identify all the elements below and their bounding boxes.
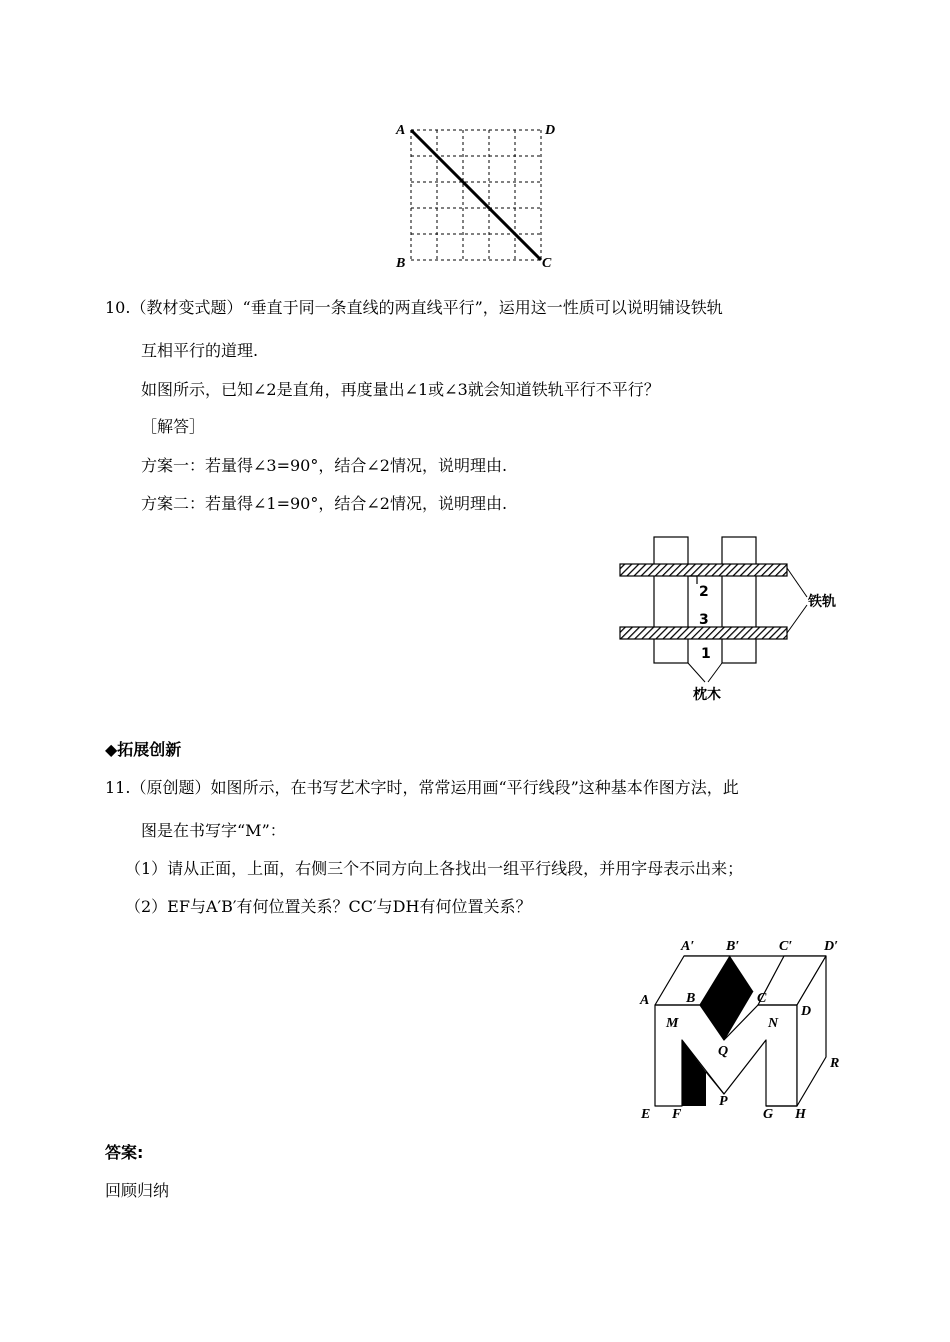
- angle-label-2: 2: [699, 584, 709, 600]
- q10-line4: ［解答］: [141, 417, 206, 436]
- sleeper-label: 枕木: [693, 687, 721, 703]
- q10-line6: 方案二：若量得∠1=90°，结合∠2情况，说明理由.: [141, 494, 508, 513]
- rail-bottom: [620, 627, 787, 639]
- point-label-m: M: [666, 1016, 679, 1031]
- answer-title: 答案:: [105, 1143, 144, 1162]
- point-label-r: R: [830, 1056, 840, 1071]
- q10-line5: 方案一：若量得∠3=90°，结合∠2情况，说明理由.: [141, 456, 508, 475]
- railway-figure: [610, 525, 860, 710]
- section-title: ◆拓展创新: [105, 740, 182, 759]
- angle-label-1: 1: [701, 646, 711, 662]
- letter-m-figure: [630, 930, 855, 1125]
- point-label-b: B: [396, 256, 406, 271]
- rail-label: 铁轨: [808, 594, 836, 610]
- sleeper-right: [722, 537, 756, 663]
- q11-line3: （1）请从正面，上面，右侧三个不同方向上各找出一组平行线段，并用字母表示出来；: [125, 859, 744, 878]
- point-label-c-prime: C′: [779, 939, 793, 954]
- point-label-h: H: [795, 1107, 806, 1122]
- q11-line1: 11.（原创题）如图所示，在书写艺术字时，常常运用画“平行线段”这种基本作图方法，此: [105, 778, 739, 797]
- point-label-g: G: [763, 1107, 774, 1122]
- point-label-a-prime: A′: [681, 939, 695, 954]
- q10-line3: 如图所示，已知∠2是直角，再度量出∠1或∠3就会知道铁轨平行不平行？: [141, 380, 660, 399]
- point-label-d: D: [801, 1004, 812, 1019]
- sleeper-left: [654, 537, 688, 663]
- q10-line2: 互相平行的道理.: [141, 341, 259, 360]
- grid-figure: [390, 118, 570, 273]
- point-label-c: C: [542, 256, 552, 271]
- point-label-f: F: [672, 1107, 682, 1122]
- point-label-b: B: [686, 991, 696, 1006]
- q10-line1: 10.（教材变式题）“垂直于同一条直线的两直线平行”，运用这一性质可以说明铺设铁轨: [105, 298, 723, 317]
- review-heading: 回顾归纳: [105, 1181, 170, 1200]
- point-label-c: C: [757, 991, 767, 1006]
- diagonal-ac: [411, 130, 541, 260]
- shaded-face-lower: [682, 1040, 706, 1106]
- point-label-d: D: [545, 123, 556, 138]
- rail-top: [620, 564, 787, 576]
- point-label-e: E: [641, 1107, 651, 1122]
- point-label-a: A: [396, 123, 406, 138]
- q11-line2: 图是在书写字“M”：: [141, 821, 286, 840]
- q11-line4: （2）EF与A′B′有何位置关系？CC′与DH有何位置关系？: [125, 897, 532, 916]
- point-label-a: A: [640, 993, 650, 1008]
- point-label-d-prime: D′: [824, 939, 839, 954]
- angle-label-3: 3: [699, 612, 709, 628]
- right-angle-mark: [689, 576, 697, 584]
- point-label-q: Q: [718, 1044, 729, 1059]
- point-label-b-prime: B′: [726, 939, 740, 954]
- point-label-n: N: [768, 1016, 779, 1031]
- point-label-p: P: [719, 1094, 728, 1109]
